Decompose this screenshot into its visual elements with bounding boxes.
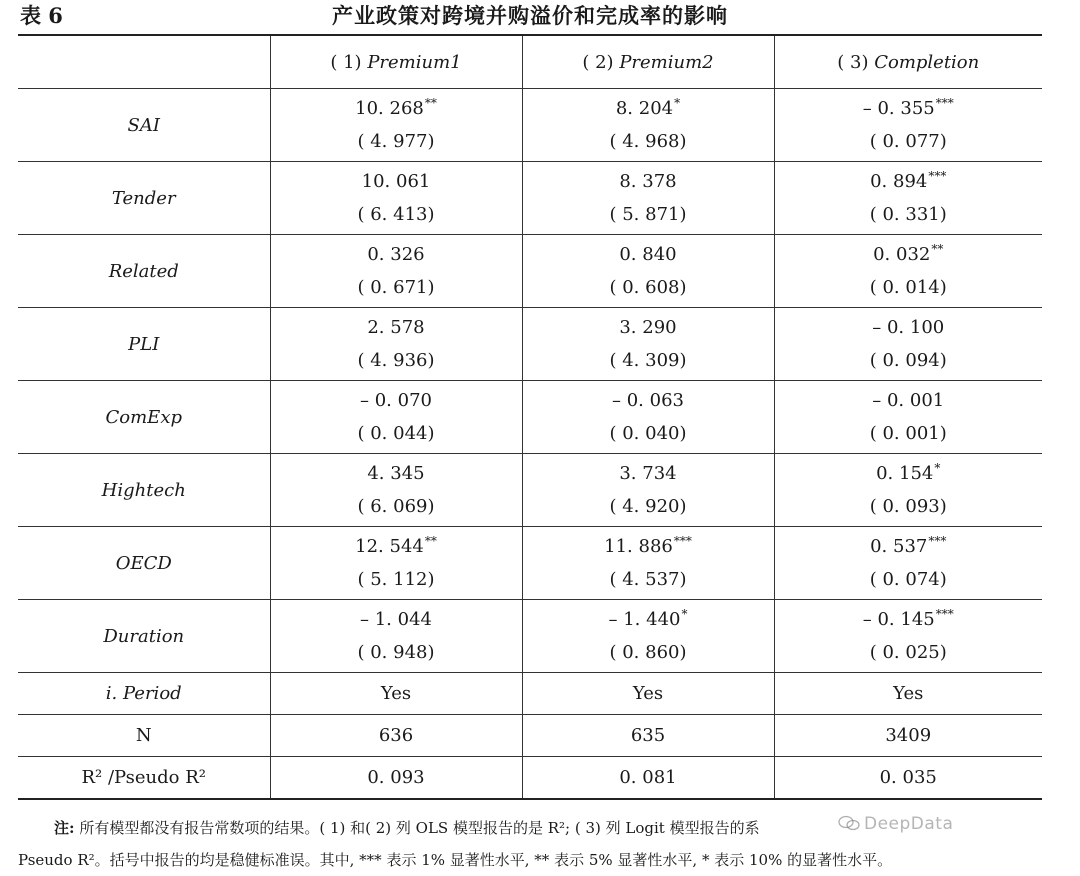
standard-error: ( 0. 001) [869, 423, 947, 444]
summary-value: Yes [270, 673, 522, 715]
summary-label: i. Period [18, 673, 270, 715]
variable-label: Tender [18, 162, 270, 235]
coefficient: 8. 204 [615, 98, 674, 119]
standard-error: ( 0. 014) [869, 277, 947, 298]
significance-stars: * [674, 96, 681, 110]
column-header-3: ( 3) Completion [774, 35, 1042, 89]
coefficient: 0. 326 [367, 244, 425, 265]
estimate-cell [270, 600, 522, 673]
estimate-cell [774, 381, 1042, 454]
summary-value: Yes [522, 673, 774, 715]
standard-error: ( 0. 077) [869, 131, 947, 152]
standard-error: ( 4. 309) [609, 350, 687, 371]
wechat-icon [838, 815, 860, 831]
table-row [18, 600, 1042, 673]
standard-error: ( 4. 977) [357, 131, 435, 152]
standard-error: ( 4. 537) [609, 569, 687, 590]
summary-value: 0. 093 [270, 757, 522, 800]
column-header-2: ( 2) Premium2 [522, 35, 774, 89]
coefficient: 0. 154 [876, 463, 934, 484]
variable-label: Related [18, 235, 270, 308]
estimate-cell [522, 89, 774, 162]
significance-stars: ** [424, 534, 437, 548]
coefficient: – 0. 070 [360, 390, 432, 411]
coefficient: – 1. 440 [608, 609, 681, 630]
estimate-cell [270, 162, 522, 235]
standard-error: ( 0. 025) [869, 642, 947, 663]
summary-value: 3409 [774, 715, 1042, 757]
coefficient: 10. 268 [355, 98, 424, 119]
note-prefix: 注: [54, 819, 75, 837]
significance-stars: * [934, 461, 941, 475]
variable-label: OECD [18, 527, 270, 600]
summary-value: 0. 035 [774, 757, 1042, 800]
estimate-cell [774, 527, 1042, 600]
coefficient: 10. 061 [361, 171, 431, 192]
standard-error: ( 6. 069) [357, 496, 435, 517]
summary-value: Yes [774, 673, 1042, 715]
standard-error: ( 0. 094) [869, 350, 947, 371]
table-number: 表 6 [20, 3, 63, 28]
standard-error: ( 0. 671) [357, 277, 435, 298]
header-empty-cell [18, 35, 270, 89]
summary-value: 636 [270, 715, 522, 757]
estimate-cell [270, 454, 522, 527]
standard-error: ( 5. 871) [609, 204, 687, 225]
coefficient: 3. 734 [619, 463, 677, 484]
estimate-cell [522, 381, 774, 454]
standard-error: ( 4. 968) [609, 131, 687, 152]
standard-error: ( 0. 948) [357, 642, 435, 663]
estimate-cell [774, 235, 1042, 308]
note-line-1: 所有模型都没有报告常数项的结果。( 1) 和( 2) 列 OLS 模型报告的是 R²; ( 3) 列 Logit 模型报告的系 [79, 819, 760, 837]
standard-error: ( 4. 936) [357, 350, 435, 371]
coefficient: – 1. 044 [360, 609, 432, 630]
standard-error: ( 4. 920) [609, 496, 687, 517]
coefficient: 3. 290 [619, 317, 677, 338]
summary-label: N [18, 715, 270, 757]
estimate-cell [774, 454, 1042, 527]
estimate-cell [522, 235, 774, 308]
estimate-cell [522, 600, 774, 673]
coefficient: – 0. 355 [862, 98, 935, 119]
estimate-cell [522, 454, 774, 527]
table-row [18, 89, 1042, 162]
summary-value: 635 [522, 715, 774, 757]
table-row [18, 162, 1042, 235]
estimate-cell [774, 162, 1042, 235]
standard-error: ( 0. 093) [869, 496, 947, 517]
significance-stars: ** [931, 242, 944, 256]
table-row [18, 308, 1042, 381]
estimate-cell [270, 235, 522, 308]
coefficient: 12. 544 [355, 536, 424, 557]
variable-label: PLI [18, 308, 270, 381]
estimate-cell [270, 308, 522, 381]
estimate-cell [270, 381, 522, 454]
estimate-cell [270, 527, 522, 600]
variable-label: Duration [18, 600, 270, 673]
estimate-cell [774, 600, 1042, 673]
summary-label: R² /Pseudo R² [18, 757, 270, 800]
coefficient: 4. 345 [367, 463, 425, 484]
standard-error: ( 0. 044) [357, 423, 435, 444]
standard-error: ( 0. 331) [869, 204, 947, 225]
table-row [18, 454, 1042, 527]
coefficient: – 0. 063 [612, 390, 684, 411]
coefficient: – 0. 100 [872, 317, 945, 338]
column-header-1: ( 1) Premium1 [270, 35, 522, 89]
coefficient: – 0. 145 [862, 609, 935, 630]
watermark-text: DeepData [864, 814, 954, 834]
coefficient: 0. 032 [873, 244, 931, 265]
table-caption [0, 0, 1080, 30]
summary-row [18, 673, 1042, 715]
standard-error: ( 0. 040) [609, 423, 687, 444]
estimate-cell [774, 308, 1042, 381]
standard-error: ( 5. 112) [357, 569, 435, 590]
standard-error: ( 0. 608) [609, 277, 687, 298]
significance-stars: *** [928, 534, 947, 548]
significance-stars: *** [935, 607, 954, 621]
standard-error: ( 0. 860) [609, 642, 687, 663]
estimate-cell [522, 308, 774, 381]
significance-stars: ** [424, 96, 437, 110]
coefficient: 8. 378 [619, 171, 677, 192]
standard-error: ( 0. 074) [869, 569, 947, 590]
coefficient: 2. 578 [367, 317, 425, 338]
table-title: 产业政策对跨境并购溢价和完成率的影响 [332, 3, 728, 28]
summary-row [18, 715, 1042, 757]
coefficient: – 0. 001 [872, 390, 945, 411]
table-row [18, 381, 1042, 454]
header-row [18, 35, 1042, 89]
coefficient: 11. 886 [604, 536, 673, 557]
coefficient: 0. 840 [619, 244, 677, 265]
variable-label: Hightech [18, 454, 270, 527]
estimate-cell [270, 89, 522, 162]
estimate-cell [522, 162, 774, 235]
standard-error: ( 6. 413) [357, 204, 435, 225]
note-line-2: Pseudo R²。括号中报告的均是稳健标准误。其中, *** 表示 1% 显著性水平, ** 表示 5% 显著性水平, * 表示 10% 的显著性水平。 [18, 851, 893, 869]
watermark [838, 814, 953, 834]
table-row [18, 235, 1042, 308]
significance-stars: *** [935, 96, 954, 110]
significance-stars: * [681, 607, 688, 621]
variable-label: SAI [18, 89, 270, 162]
estimate-cell [774, 89, 1042, 162]
estimate-cell [522, 527, 774, 600]
significance-stars: *** [928, 169, 947, 183]
coefficient: 0. 537 [870, 536, 928, 557]
variable-label: ComExp [18, 381, 270, 454]
coefficient: 0. 894 [870, 171, 928, 192]
summary-row [18, 757, 1042, 800]
significance-stars: *** [673, 534, 692, 548]
regression-table [18, 34, 1042, 800]
table-row [18, 527, 1042, 600]
summary-value: 0. 081 [522, 757, 774, 800]
